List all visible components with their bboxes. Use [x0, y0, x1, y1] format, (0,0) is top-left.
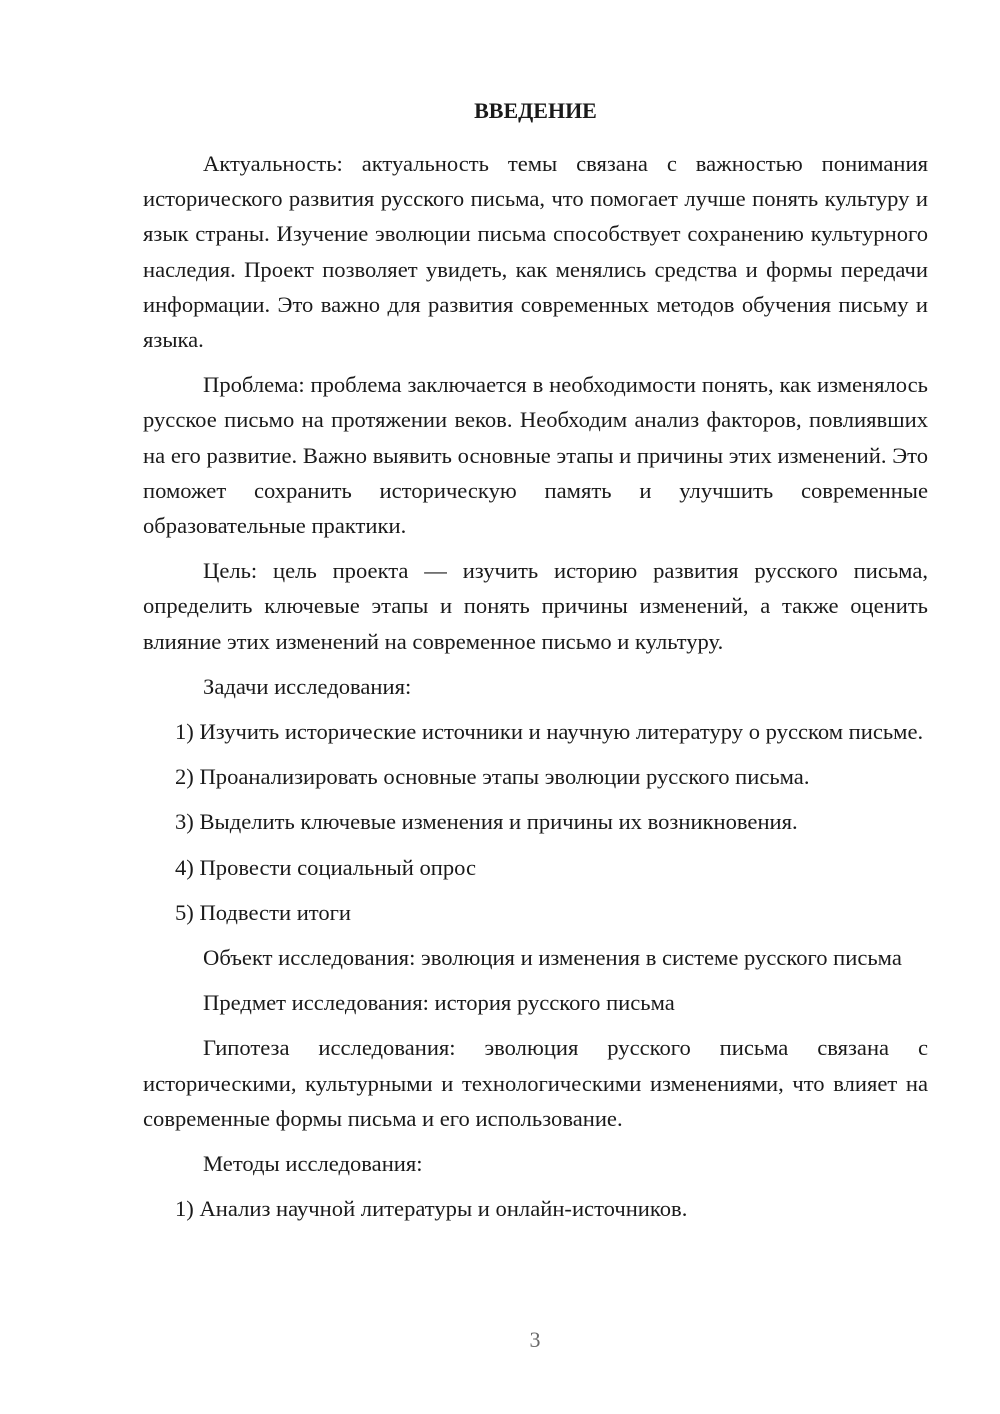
- task-item: 3) Выделить ключевые изменения и причины их возникновения.: [175, 809, 798, 835]
- task-item: 2) Проанализировать основные этапы эволюции русского письма.: [175, 764, 810, 790]
- subject-paragraph: Предмет исследования: история русского письма: [203, 990, 675, 1016]
- method-item: 1) Анализ научной литературы и онлайн-источников.: [175, 1196, 688, 1222]
- document-page: [143, 96, 928, 1236]
- task-item: 1) Изучить исторические источники и научную литературу о русском письме.: [175, 719, 924, 745]
- goal-paragraph: Цель: цель проекта — изучить историю развития русского письма, определить ключевые этапы и понять причины изменений, а также оценить влияние этих изменений на современное письмо и культуру.: [143, 558, 928, 654]
- object-paragraph: Объект исследования: эволюция и изменения в системе русского письма: [203, 945, 902, 971]
- hypothesis-paragraph: Гипотеза исследования: эволюция русского письма связана с историческими, культурными и технологическими изменениями, что влияет на современные формы письма и его использование.: [143, 1035, 928, 1131]
- task-item: 5) Подвести итоги: [175, 899, 352, 925]
- task-item: 4) Провести социальный опрос: [175, 854, 477, 880]
- relevance-paragraph: Актуальность: актуальность темы связана с важностью понимания исторического развития русского письма, что помогает лучше понять культуру и язык страны. Изучение эволюции письма способствует сохранению культурного наследия. Проект позволяет увидеть, как менялись средства и формы передачи информации. Это важно для развития современных методов обучения письму и языка.: [143, 151, 928, 353]
- page-title: ВВЕДЕНИЕ: [474, 98, 597, 123]
- tasks-heading: Задачи исследования:: [203, 673, 412, 699]
- page-number: 3: [529, 1327, 541, 1352]
- methods-heading: Методы исследования:: [203, 1151, 423, 1177]
- problem-paragraph: Проблема: проблема заключается в необходимости понять, как изменялось русское письмо на протяжении веков. Необходим анализ факторов, повлиявших на его развитие. Важно выявить основные этапы и причины этих изменений. Это поможет сохранить историческую память и улучшить современные образовательные практики.: [143, 372, 928, 539]
